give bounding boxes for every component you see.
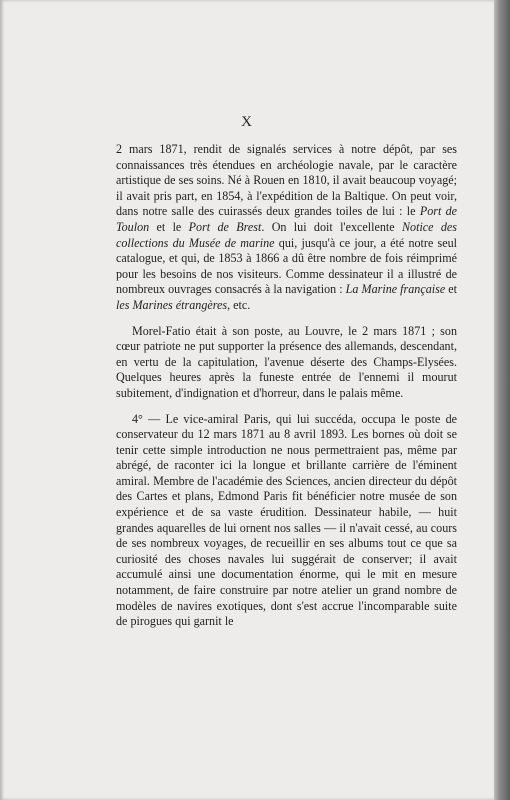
paragraph — [116, 412, 457, 630]
italic-title: Port de Toulon — [116, 204, 457, 234]
text-run: Morel-Fatio était à son poste, au Louvre, le 2 mars 1871 ; son cœur patriote ne put supporter la présence des allemands, descendant, en vertu de la capitulation, l'avenue déserte des Champs-Elysées. Quelques heures après la funeste entrée de l'ennemi il mourut subitement, d'indignation et d'horreur, dans le palais même. — [116, 323, 457, 400]
paragraph — [116, 324, 457, 402]
page-number: X — [241, 114, 253, 130]
text-run: , etc. — [227, 297, 251, 312]
text-run: et le — [149, 219, 189, 234]
text-run: 2 mars 1871, rendit de signalés services à notre dépôt, par ses connaissances très étendues en archéologie navale, par le caractère artistique de ses soins. Né à Rouen en 1810, il avait beaucoup voyagé; il avait pris part, en 1854, à l'expédition de la Baltique. On peut voir, dans notre salle des cuirassés deux grandes toiles de lui : le — [116, 142, 457, 219]
book-spine-edge — [494, 0, 510, 800]
italic-title: Notice des collections du Musée de marine — [116, 219, 457, 250]
text-run: 4° — Le vice-amiral Paris, qui lui succéda, occupa le poste de conservateur du 12 mars 1871 au 8 avril 1893. Les bornes où doit se tenir cette simple introduction ne nous permettraient pas, même par abrégé, de raconter ici la longue et brillante carrière de l'éminent amiral. Membre de l'académie des Sciences, ancien directeur du dépôt des Cartes et plans, Edmond Paris fit bénéficier notre musée de son expérience et de sa vaste érudition. Dessinateur habile, — huit grandes aquarelles de lui ornent nos salles — il n'avait cessé, au cours de ses nombreux voyages, de recueillir en ses albums tout ce que sa curiosité des choses navales lui suggérait de conserver; il avait accumulé ainsi une documentation énorme, qui le mit en mesure notamment, de faire construire par notre atelier un grand nombre de modèles de navires exotiques, dont s'est accrue l'incomparable suite de pirogues qui garnit le — [116, 411, 457, 629]
italic-title: La Marine française — [345, 282, 446, 297]
text-run: qui, jusqu'à ce jour, a été notre seul catalogue, et qui, de 1853 à 1866 a dû être nombre de fois réimprimé pour les besoins de nos visiteurs. Comme dessinateur il a illustré de nombreux ouvrages consacrés à la navigation : — [116, 235, 457, 297]
italic-title: les Marines étrangères — [116, 297, 228, 312]
text-run: . On lui doit l'excellente — [261, 219, 402, 234]
italic-title: Port de Brest — [188, 219, 262, 234]
text-run: et — [445, 282, 457, 297]
paragraph — [116, 142, 457, 314]
body-text — [116, 142, 457, 630]
